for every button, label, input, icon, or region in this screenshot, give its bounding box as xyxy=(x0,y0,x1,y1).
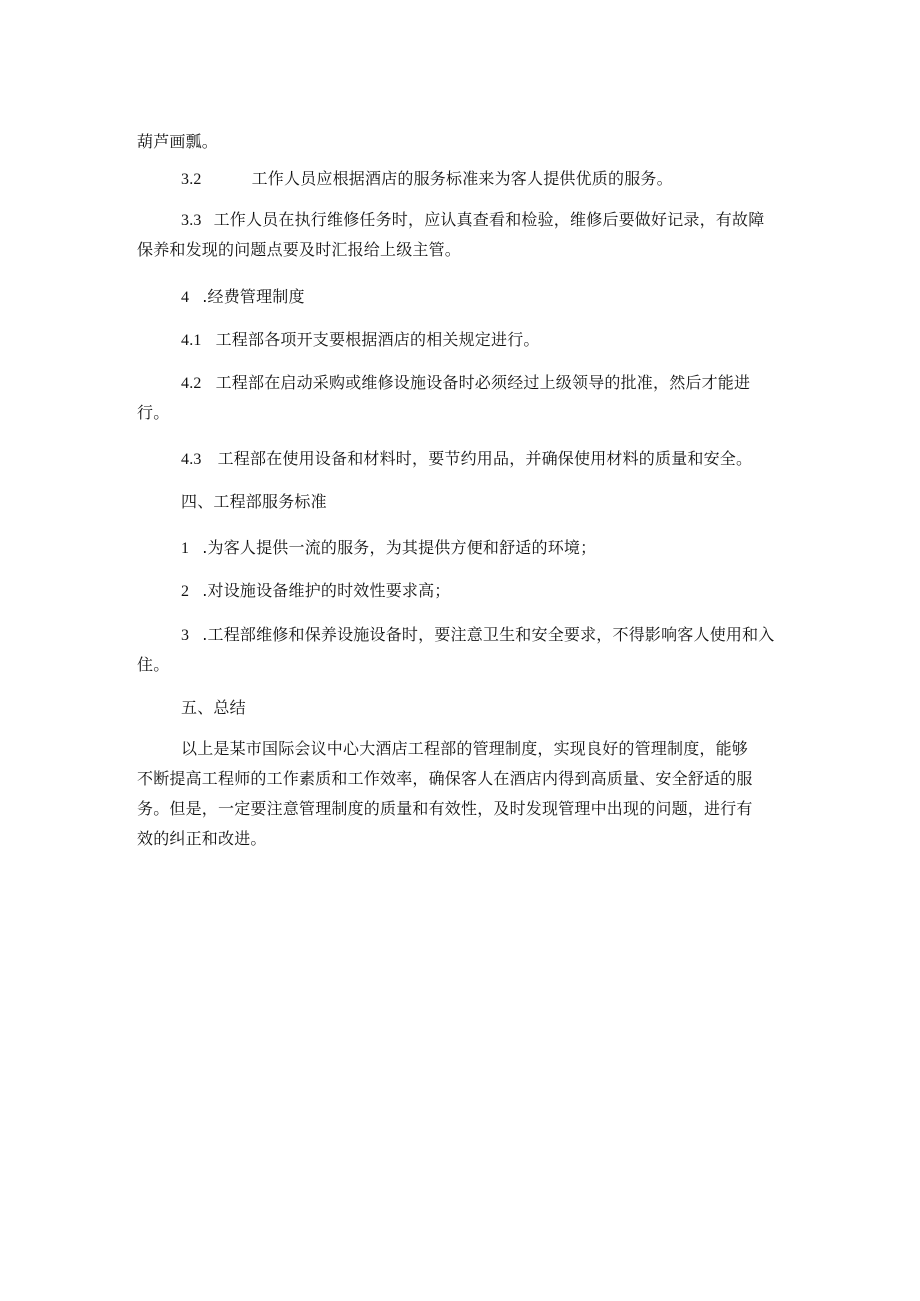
line-text: 以上是某市国际会议中心大酒店工程部的管理制度，实现良好的管理制度，能够 xyxy=(181,739,749,758)
item-number: 2 xyxy=(181,583,190,600)
clause-number: 4.1 xyxy=(181,332,202,349)
section-heading-4 xyxy=(181,286,305,309)
line-text: 住。 xyxy=(137,655,170,674)
section-title: 四、工程部服务标准 xyxy=(181,492,327,511)
item-number: 3 xyxy=(181,627,190,644)
clause-number: 3.2 xyxy=(181,171,202,188)
clause-4-1 xyxy=(181,329,540,352)
item-text: .工程部维修和保养设施设备时，要注意卫生和安全要求，不得影响客人使用和入 xyxy=(202,625,775,644)
section-number: 4 xyxy=(181,289,190,306)
summary-line xyxy=(137,828,267,850)
clause-number: 4.2 xyxy=(181,375,202,392)
line-text: 葫芦画瓢。 xyxy=(137,132,219,151)
section-title: .经费管理制度 xyxy=(202,287,305,306)
clause-text: 工作人员应根据酒店的服务标准来为客人提供优质的服务。 xyxy=(251,169,673,188)
clause-text: 工程部在启动采购或维修设施设备时必须经过上级领导的批准，然后才能进 xyxy=(215,373,751,392)
item-text: .对设施设备维护的时效性要求高； xyxy=(202,581,451,600)
line-text: 行。 xyxy=(137,403,170,422)
paragraph-line xyxy=(137,131,218,153)
paragraph-line xyxy=(137,402,169,424)
summary-line xyxy=(181,738,748,760)
standard-item-3 xyxy=(181,624,775,647)
line-text: 不断提高工程师的工作素质和工作效率，确保客人在酒店内得到高质量、安全舒适的服 xyxy=(137,769,753,788)
clause-4-2 xyxy=(181,372,750,395)
clause-number: 4.3 xyxy=(181,451,202,468)
clause-3-3 xyxy=(181,209,764,232)
clause-4-3 xyxy=(181,448,752,471)
section-heading-four xyxy=(181,491,327,513)
clause-text: 工程部在使用设备和材料时，要节约用品，并确保使用材料的质量和安全。 xyxy=(217,449,753,468)
summary-line xyxy=(137,768,753,790)
clause-text: 工作人员在执行维修任务时，应认真查看和检验，维修后要做好记录，有故障 xyxy=(213,210,765,229)
standard-item-1 xyxy=(181,537,596,560)
summary-line xyxy=(137,798,753,820)
paragraph-line xyxy=(137,239,461,261)
line-text: 保养和发现的问题点要及时汇报给上级主管。 xyxy=(137,240,462,259)
clause-3-2 xyxy=(181,168,673,191)
line-text: 务。但是，一定要注意管理制度的质量和有效性，及时发现管理中出现的问题，进行有 xyxy=(137,799,753,818)
clause-text: 工程部各项开支要根据酒店的相关规定进行。 xyxy=(215,330,540,349)
clause-number: 3.3 xyxy=(181,212,202,229)
item-number: 1 xyxy=(181,540,190,557)
paragraph-line xyxy=(137,654,169,676)
standard-item-2 xyxy=(181,580,451,603)
item-text: .为客人提供一流的服务，为其提供方便和舒适的环境； xyxy=(202,538,597,557)
section-heading-five xyxy=(181,697,246,719)
line-text: 效的纠正和改进。 xyxy=(137,829,267,848)
section-title: 五、总结 xyxy=(181,698,246,717)
